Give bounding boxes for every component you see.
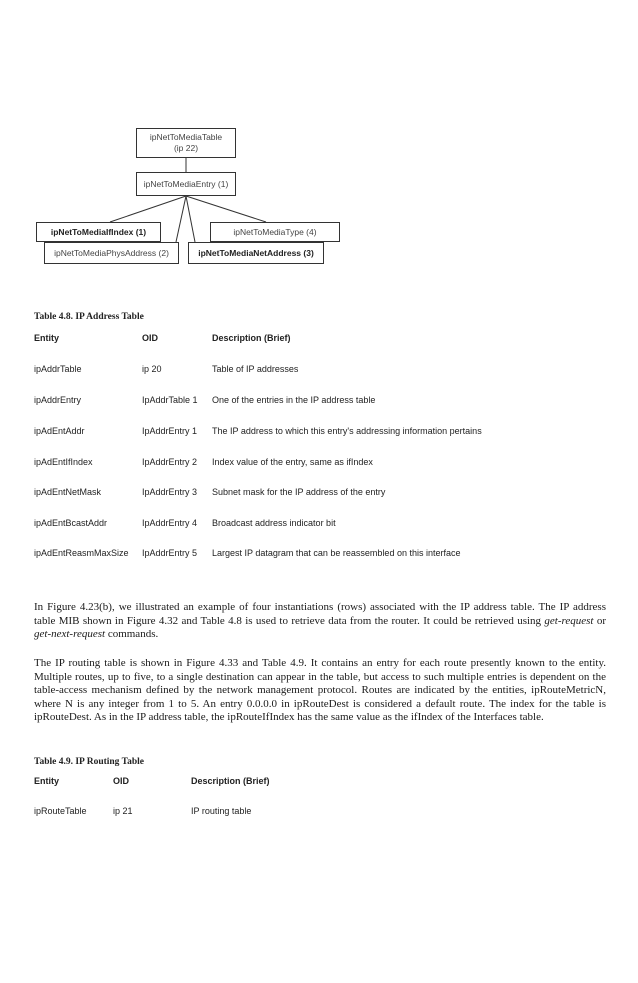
cell-entity: ipAdEntAddr: [34, 426, 85, 436]
cell-oid: ip 20: [142, 364, 162, 374]
cell-description: Table of IP addresses: [212, 364, 299, 374]
paragraph-command-name: get-request: [544, 614, 594, 627]
body-paragraph-1: [34, 601, 606, 642]
diagram-node-ifindex: ipNetToMediaIfIndex (1): [36, 222, 161, 242]
cell-entity: ipAddrEntry: [34, 395, 82, 405]
cell-oid: IpAddrTable 1: [142, 395, 198, 405]
table-row: [0, 457, 638, 471]
diagram-node-ipnettomediatable: [136, 128, 236, 158]
table-row: [0, 426, 638, 440]
cell-oid: IpAddrEntry 2: [142, 457, 198, 467]
cell-description: IP routing table: [191, 806, 252, 816]
cell-entity: ipAdEntReasmMaxSize: [34, 548, 129, 558]
paragraph-text: or: [593, 614, 606, 627]
table-4-8-header: [0, 333, 638, 347]
cell-oid: IpAddrEntry 4: [142, 518, 198, 528]
table-row: [0, 364, 638, 378]
cell-description: The IP address to which this entry's addressing information pertains: [212, 426, 482, 436]
connector-phys: [176, 196, 186, 242]
diagram-node-ipnettomediaentry: ipNetToMediaEntry (1): [136, 172, 236, 196]
paragraph-text: In Figure 4.23(b), we illustrated an example of four instantiations (rows) associated with the IP address table. The IP address table MIB shown in Figure 4.32 and Table 4.8 is used to retrieve data from the router. It could be retrieved using: [34, 601, 606, 627]
cell-description: Subnet mask for the IP address of the entry: [212, 487, 386, 497]
table-4-9-caption: Table 4.9. IP Routing Table: [34, 757, 144, 767]
body-paragraph-2: The IP routing table is shown in Figure 4.33 and Table 4.9. It contains an entry for each route presently known to the entity. Multiple routes, up to five, to a single destination can appear in the table, but access to such multiple entries is dependent on the table-access mechanism defined by the network management protocol. Routes are indicated by the entities, ipRouteMetricN, where N is any integer from 1 to 5. An entry 0.0.0.0 in ipRouteDest is considered a default route. The index for the table is ipRouteDest. As in the IP address table, the ipRouteIfIndex has the same value as the ifIndex of the Interfaces table.: [34, 657, 606, 724]
header-entity: Entity: [34, 333, 60, 343]
cell-entity: ipRouteTable: [34, 806, 87, 816]
header-description: Description (Brief): [191, 776, 270, 786]
table-4-8-caption: Table 4.8. IP Address Table: [34, 312, 144, 322]
table-row: [0, 487, 638, 501]
table-row: [0, 806, 638, 820]
cell-oid: IpAddrEntry 5: [142, 548, 198, 558]
cell-oid: ip 21: [113, 806, 133, 816]
node-root-oid: (ip 22): [173, 143, 199, 153]
cell-description: Index value of the entry, same as ifIndex: [212, 457, 373, 467]
table-row: [0, 518, 638, 532]
cell-entity: ipAdEntNetMask: [34, 487, 102, 497]
header-oid: OID: [113, 776, 130, 786]
cell-description: Largest IP datagram that can be reassembled on this interface: [212, 548, 461, 558]
paragraph-text: commands.: [105, 628, 159, 641]
cell-entity: ipAddrTable: [34, 364, 82, 374]
diagram-node-type: ipNetToMediaType (4): [210, 222, 340, 242]
cell-oid: IpAddrEntry 3: [142, 487, 198, 497]
connector-ifindex: [110, 196, 186, 222]
table-row: [0, 548, 638, 562]
table-row: [0, 395, 638, 409]
cell-description: Broadcast address indicator bit: [212, 518, 336, 528]
table-4-9-header: [0, 776, 638, 790]
cell-description: One of the entries in the IP address table: [212, 395, 376, 405]
header-oid: OID: [142, 333, 159, 343]
cell-entity: ipAdEntBcastAddr: [34, 518, 108, 528]
cell-oid: IpAddrEntry 1: [142, 426, 198, 436]
node-root-name: ipNetToMediaTable: [149, 132, 223, 142]
connector-netaddr: [186, 196, 195, 242]
diagram-node-netaddress: ipNetToMediaNetAddress (3): [188, 242, 324, 264]
header-entity: Entity: [34, 776, 60, 786]
paragraph-command-name: get-next-request: [34, 628, 106, 641]
mib-tree-diagram: [0, 0, 638, 300]
header-description: Description (Brief): [212, 333, 291, 343]
cell-entity: ipAdEntIfIndex: [34, 457, 93, 467]
diagram-node-physaddress: ipNetToMediaPhysAddress (2): [44, 242, 179, 264]
connector-type: [186, 196, 266, 222]
